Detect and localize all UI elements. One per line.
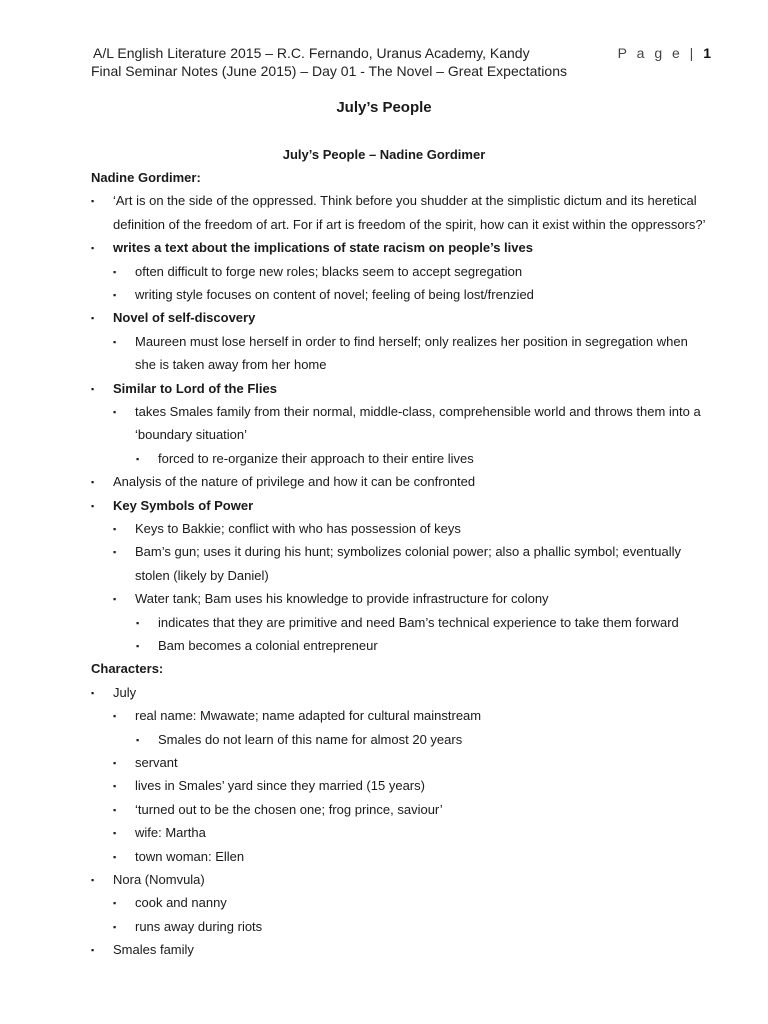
bullet-icon: ▪ — [113, 337, 117, 347]
note-line: runs away during riots — [135, 919, 263, 934]
note-line: writing style focuses on content of novel; feeling of being lost/frenzied — [135, 287, 534, 302]
bullet-icon: ▪ — [113, 290, 117, 300]
note-line: ‘turned out to be the chosen one; frog prince, saviour’ — [135, 802, 443, 817]
bullet-icon: ▪ — [136, 641, 140, 651]
bullet-icon: ▪ — [113, 898, 117, 908]
note-line: Bam’s gun; uses it during his hunt; symbolizes colonial power; also a phallic symbol; eventually — [135, 544, 682, 559]
note-line: Novel of self-discovery — [113, 310, 256, 325]
bullet-icon: ▪ — [113, 711, 117, 721]
note-line: Similar to Lord of the Flies — [113, 381, 277, 396]
bullet-icon: ▪ — [113, 407, 117, 417]
bullet-icon: ▪ — [91, 477, 95, 487]
note-line: cook and nanny — [135, 895, 227, 910]
bullet-icon: ▪ — [113, 805, 117, 815]
section-heading: Nadine Gordimer: — [91, 170, 201, 185]
document-title: July’s People — [336, 99, 432, 116]
bullet-icon: ▪ — [113, 852, 117, 862]
bullet-icon: ▪ — [113, 922, 117, 932]
note-line: indicates that they are primitive and need Bam’s technical experience to take them forward — [158, 615, 679, 630]
note-line: writes a text about the implications of state racism on people’s lives — [113, 240, 533, 255]
note-line: Smales family — [113, 942, 194, 957]
header-line-1: A/L English Literature 2015 – R.C. Fernando, Uranus Academy, Kandy — [93, 45, 530, 61]
note-line: real name: Mwawate; name adapted for cultural mainstream — [135, 708, 482, 723]
note-line: Bam becomes a colonial entrepreneur — [158, 638, 378, 653]
bullet-icon: ▪ — [91, 313, 95, 323]
bullet-icon: ▪ — [113, 524, 117, 534]
page-label: P a g e | — [617, 45, 697, 61]
note-line: often difficult to forge new roles; blacks seem to accept segregation — [135, 264, 523, 279]
note-line: Keys to Bakkie; conflict with who has possession of keys — [135, 521, 461, 536]
note-line: stolen (likely by Daniel) — [135, 568, 269, 583]
note-line: Maureen must lose herself in order to find herself; only realizes her position in segregation when — [135, 334, 688, 349]
document-subtitle: July’s People – Nadine Gordimer — [282, 147, 486, 162]
note-line: town woman: Ellen — [135, 849, 245, 864]
page-number — [618, 45, 711, 62]
page-number-value: 1 — [703, 45, 711, 61]
bullet-icon: ▪ — [91, 945, 95, 955]
note-line: July — [113, 685, 137, 700]
bullet-icon: ▪ — [136, 618, 140, 628]
bullet-icon: ▪ — [91, 875, 95, 885]
bullet-icon: ▪ — [136, 735, 140, 745]
bullet-icon: ▪ — [91, 501, 95, 511]
bullet-icon: ▪ — [113, 828, 117, 838]
bullet-icon: ▪ — [136, 454, 140, 464]
note-line: ‘boundary situation’ — [135, 427, 248, 442]
note-line: Analysis of the nature of privilege and how it can be confronted — [113, 474, 476, 489]
bullet-icon: ▪ — [91, 196, 95, 206]
note-line: servant — [135, 755, 178, 770]
bullet-icon: ▪ — [91, 384, 95, 394]
note-line: lives in Smales’ yard since they married (15 years) — [135, 778, 425, 793]
note-line: Water tank; Bam uses his knowledge to provide infrastructure for colony — [135, 591, 549, 606]
bullet-icon: ▪ — [113, 594, 117, 604]
note-line: definition of the freedom of art. For if art is freedom of the spirit, how can it exist within the oppressors?’ — [113, 217, 706, 232]
section-heading: Characters: — [91, 661, 164, 676]
note-line: forced to re-organize their approach to their entire lives — [158, 451, 474, 466]
bullet-icon: ▪ — [113, 781, 117, 791]
bullet-icon: ▪ — [91, 688, 95, 698]
note-line: Smales do not learn of this name for almost 20 years — [158, 732, 463, 747]
note-line: Nora (Nomvula) — [113, 872, 205, 887]
note-line: she is taken away from her home — [135, 357, 327, 372]
bullet-icon: ▪ — [113, 547, 117, 557]
bullet-icon: ▪ — [113, 758, 117, 768]
header-line-2: Final Seminar Notes (June 2015) – Day 01 - The Novel – Great Expectations — [91, 63, 567, 79]
bullet-icon: ▪ — [113, 267, 117, 277]
note-line: ‘Art is on the side of the oppressed. Think before you shudder at the simplistic dictum and its heretical — [113, 193, 697, 208]
note-line: wife: Martha — [135, 825, 206, 840]
note-line: takes Smales family from their normal, middle-class, comprehensible world and throws them into a — [135, 404, 701, 419]
bullet-icon: ▪ — [91, 243, 95, 253]
note-line: Key Symbols of Power — [113, 498, 254, 513]
